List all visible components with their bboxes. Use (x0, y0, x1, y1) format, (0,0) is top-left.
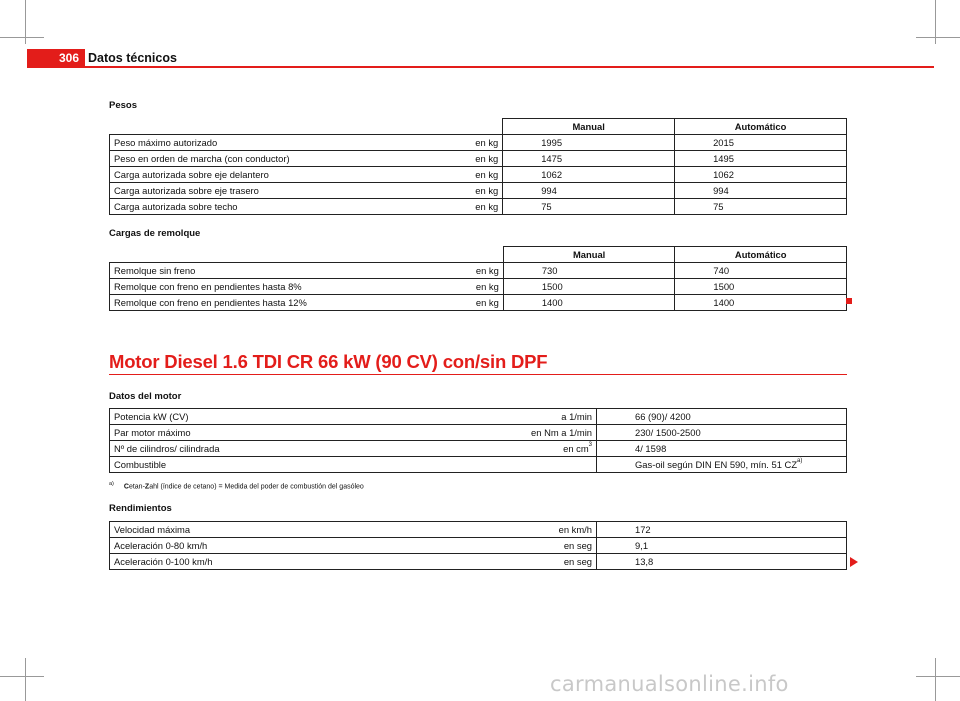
section-title-pesos: Pesos (109, 100, 137, 111)
column-header-automatico: Automático (675, 119, 847, 135)
table-header-row (110, 247, 847, 263)
table-row: Velocidad máxima en km/h 172 (110, 522, 847, 538)
crop-mark (0, 676, 44, 677)
table-row: Carga autorizada sobre techo en kg 75 75 (110, 199, 847, 215)
table-row: Peso máximo autorizado en kg 1995 2015 (110, 135, 847, 151)
table-row: Combustible Gas-oil según DIN EN 590, mín. 51 CZ$^{a)}$ (110, 457, 847, 473)
section-title-rendimientos: Rendimientos (109, 503, 172, 514)
table-row: Potencia kW (CV) a 1/min 66 (90)/ 4200 (110, 409, 847, 425)
motor-table (109, 408, 847, 473)
running-header-title: Datos técnicos (88, 51, 177, 65)
footnote-reference: a) (797, 458, 803, 464)
table-header-row (110, 119, 847, 135)
table-row: Remolque con freno en pendientes hasta 8% en kg 1500 1500 (110, 279, 847, 295)
table-row: Carga autorizada sobre eje delantero en kg 1062 1062 (110, 167, 847, 183)
table-row: Aceleración 0-80 km/h en seg 9,1 (110, 538, 847, 554)
crop-mark (935, 0, 936, 44)
rendimientos-table (109, 521, 847, 570)
crop-mark (916, 676, 960, 677)
remolque-table (109, 246, 847, 311)
column-header-manual: Manual (503, 119, 675, 135)
section-title-remolque: Cargas de remolque (109, 228, 201, 239)
crop-mark (935, 658, 936, 701)
crop-mark (0, 37, 44, 38)
table-row: Remolque con freno en pendientes hasta 12% en kg 1400 1400 (110, 295, 847, 311)
crop-mark (916, 37, 960, 38)
continue-arrow-icon (850, 557, 858, 567)
page-number: 306 (27, 49, 85, 67)
crop-mark (25, 658, 26, 701)
table-row: Aceleración 0-100 km/h en seg 13,8 (110, 554, 847, 570)
column-header-automatico: Automático (675, 247, 847, 263)
table-row: Nº de cilindros/ cilindrada en $cm^3$ 4/ 1598 (110, 441, 847, 457)
table-row: Par motor máximo en Nm a 1/min 230/ 1500-2500 (110, 425, 847, 441)
crop-mark (25, 0, 26, 44)
section-end-icon (846, 298, 852, 304)
table-row: Carga autorizada sobre eje trasero en kg 994 994 (110, 183, 847, 199)
header-rule (27, 66, 934, 68)
table-row: Remolque sin freno en kg 730 740 (110, 263, 847, 279)
column-header-manual: Manual (503, 247, 675, 263)
watermark: carmanualsonline.info (550, 672, 789, 696)
pesos-table (109, 118, 847, 215)
footnote: $^{a)}$ Cetan-Zahl (índice de cetano) = Medida del poder de combustión del gasóleo (109, 481, 364, 491)
engine-heading: Motor Diesel 1.6 TDI CR 66 kW (90 CV) con/sin DPF (109, 351, 548, 372)
heading-rule (109, 374, 847, 375)
table-row: Peso en orden de marcha (con conductor) en kg 1475 1495 (110, 151, 847, 167)
section-title-motor: Datos del motor (109, 391, 182, 402)
